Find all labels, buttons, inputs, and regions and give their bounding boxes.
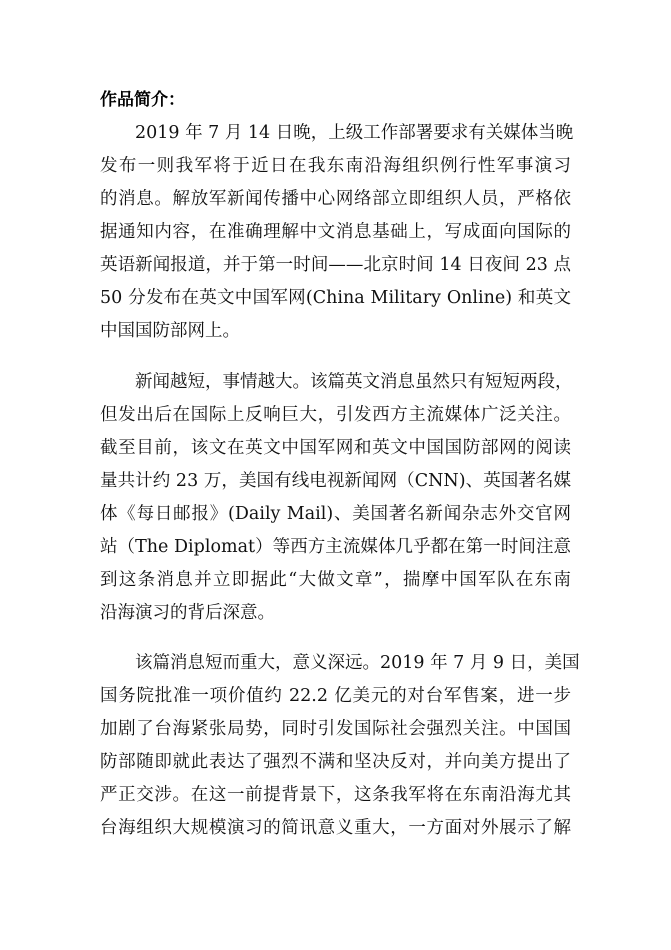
paragraph-line: 的消息。解放军新闻传播中心网络部立即组织人员，严格依 <box>100 189 571 209</box>
paragraph-line: 沿海演习的背后深意。 <box>100 603 275 623</box>
paragraph-line: 该篇消息短而重大，意义深远。2019 年 7 月 9 日，美国 <box>135 653 580 673</box>
paragraph-line: 体《每日邮报》(Daily Mail)、美国著名新闻杂志外交官网 <box>100 504 571 524</box>
paragraph-line: 台海组织大规模演习的简讯意义重大，一方面对外展示了解 <box>100 818 571 838</box>
paragraph-3 <box>100 647 580 845</box>
paragraph-line: 国务院批准一项价值约 22.2 亿美元的对台军售案，进一步 <box>100 686 571 706</box>
paragraph-line: 发布一则我军将于近日在我东南沿海组织例行性军事演习 <box>100 156 571 176</box>
paragraph-2 <box>100 366 571 630</box>
paragraph-line: 英语新闻报道，并于第一时间——北京时间 14 日夜间 23 点 <box>100 255 571 275</box>
paragraph-1 <box>100 117 574 348</box>
paragraph-line: 50 分发布在英文中国军网(China Military Online) 和英文 <box>100 288 571 308</box>
section-heading: 作品简介： <box>100 90 185 110</box>
paragraph-line: 据通知内容，在准确理解中文消息基础上，写成面向国际的 <box>100 222 571 242</box>
paragraph-line: 截至目前，该文在英文中国军网和英文中国国防部网的阅读 <box>100 438 571 458</box>
paragraph-line: 新闻越短，事情越大。该篇英文消息虽然只有短短两段， <box>135 372 573 392</box>
paragraph-line: 中国国防部网上。 <box>100 321 240 341</box>
paragraph-line: 加剧了台海紧张局势，同时引发国际社会强烈关注。中国国 <box>100 719 571 739</box>
paragraph-line: 量共计约 23 万，美国有线电视新闻网（CNN)、英国著名媒 <box>100 471 571 491</box>
paragraph-line: 站（The Diplomat）等西方主流媒体几乎都在第一时间注意 <box>100 537 571 557</box>
paragraph-line: 严正交涉。在这一前提背景下，这条我军将在东南沿海尤其 <box>100 785 571 805</box>
paragraph-line: 2019 年 7 月 14 日晚，上级工作部署要求有关媒体当晚 <box>135 123 574 143</box>
paragraph-line: 防部随即就此表达了强烈不满和坚决反对，并向美方提出了 <box>100 752 571 772</box>
paragraph-line: 到这条消息并立即据此“大做文章”，揣摩中国军队在东南 <box>100 570 571 590</box>
paragraph-line: 但发出后在国际上反响巨大，引发西方主流媒体广泛关注。 <box>100 405 571 425</box>
